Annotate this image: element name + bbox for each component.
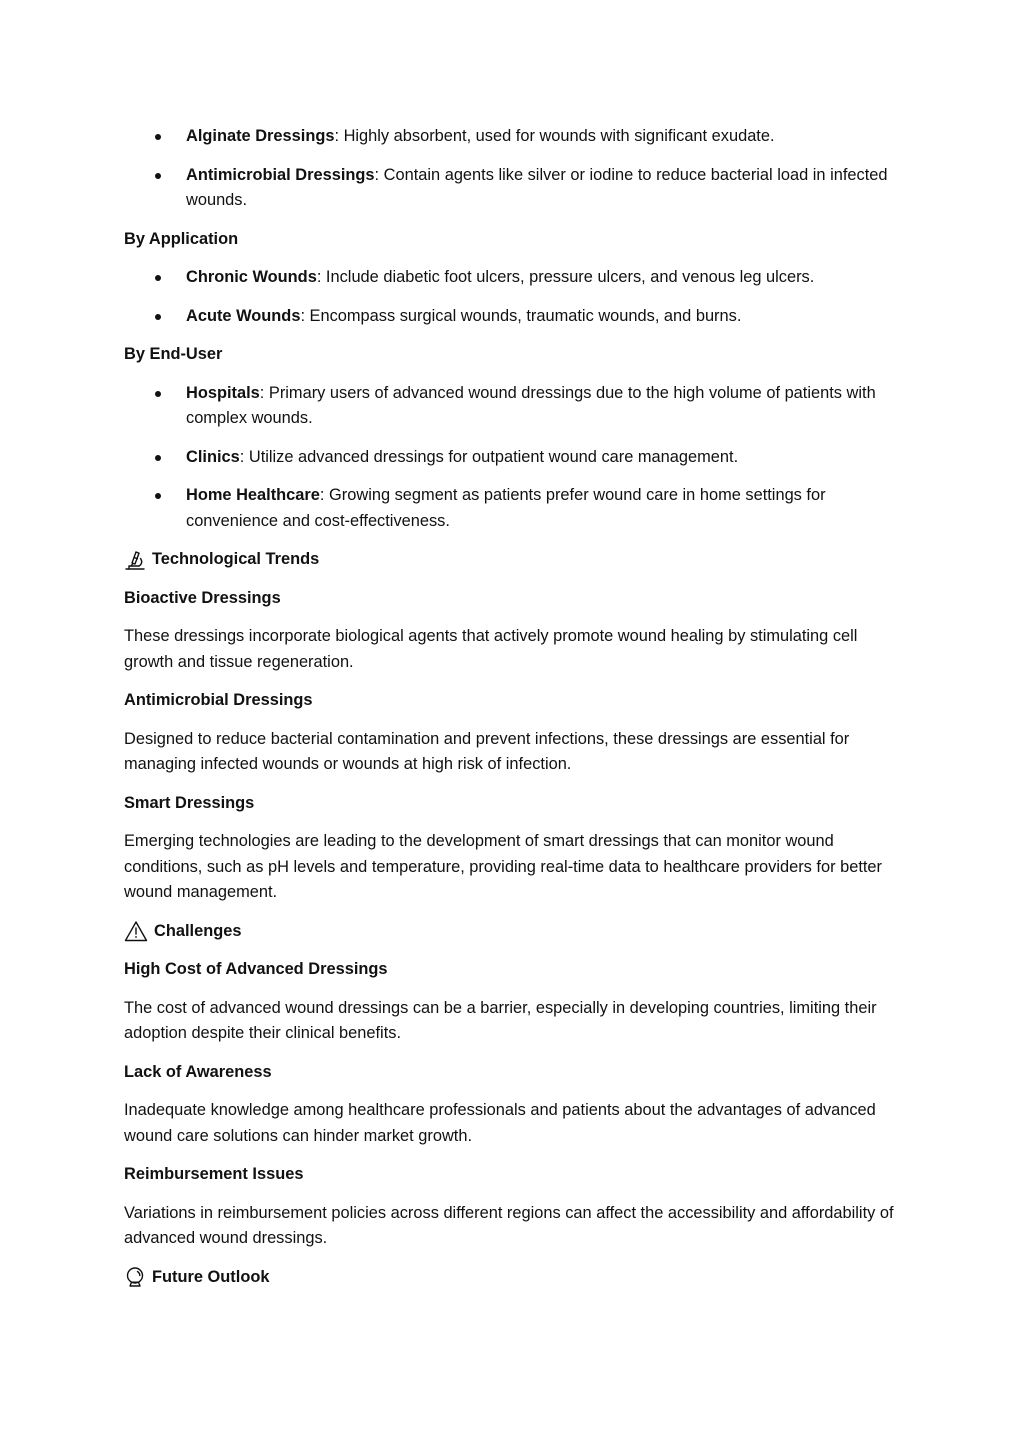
list-item-term: Alginate Dressings bbox=[186, 127, 335, 145]
tech-trends-heading bbox=[124, 547, 894, 573]
by-end-user-heading: By End-User bbox=[124, 345, 223, 363]
microscope-icon bbox=[124, 549, 146, 571]
list-item-term: Home Healthcare bbox=[186, 486, 320, 504]
list-item bbox=[124, 265, 894, 291]
list-item-term: Antimicrobial Dressings bbox=[186, 165, 375, 184]
bullet-icon bbox=[155, 493, 161, 499]
bullet-icon bbox=[155, 275, 161, 281]
list-item-desc: : Utilize advanced dressings for outpatient wound care management. bbox=[239, 447, 739, 466]
subsection-title: Lack of Awareness bbox=[124, 1062, 272, 1081]
subsection-text: The cost of advanced wound dressings can be a barrier, especially in developing countries, limiting their adoption despite their clinical benefits. bbox=[124, 998, 877, 1042]
list-item bbox=[124, 483, 894, 534]
bullet-icon bbox=[155, 134, 161, 140]
list-item bbox=[124, 445, 894, 471]
by-application-heading: By Application bbox=[124, 229, 239, 248]
subsection-text: Inadequate knowledge among healthcare professionals and patients about the advantages of advanced wound care solutions can hinder market growth. bbox=[124, 1101, 876, 1145]
list-item-desc: : Include diabetic foot ulcers, pressure ulcers, and venous leg ulcers. bbox=[316, 268, 815, 286]
section-title: Technological Trends bbox=[152, 550, 320, 568]
challenges-heading bbox=[124, 919, 894, 945]
list-item-desc: : Primary users of advanced wound dressings due to the high volume of patients with complex wounds. bbox=[186, 383, 876, 427]
subsection-text: Emerging technologies are leading to the development of smart dressings that can monitor wound conditions, such as pH levels and temperature, providing real-time data to healthcare providers for better wound management. bbox=[124, 832, 883, 901]
list-item bbox=[124, 124, 894, 150]
list-item bbox=[124, 381, 894, 432]
list-item-desc: : Contain agents like silver or iodine to reduce bacterial load in infected wounds. bbox=[186, 165, 888, 209]
subsection-text: Variations in reimbursement policies across different regions can affect the accessibility and affordability of advanced wound dressings. bbox=[124, 1203, 894, 1247]
crystal-ball-icon bbox=[124, 1266, 146, 1288]
future-outlook-heading bbox=[124, 1265, 894, 1291]
subsection-title: High Cost of Advanced Dressings bbox=[124, 960, 388, 978]
list-item-term: Acute Wounds bbox=[186, 306, 301, 325]
dressing-type-list bbox=[124, 124, 894, 214]
section-title: Future Outlook bbox=[152, 1267, 270, 1286]
list-item-desc: : Encompass surgical wounds, traumatic wounds, and burns. bbox=[300, 306, 742, 325]
subsection-text: Designed to reduce bacterial contamination and prevent infections, these dressings are essential for managing infected wounds or wounds at high risk of infection. bbox=[124, 729, 850, 773]
warning-icon bbox=[124, 920, 148, 942]
section-title: Challenges bbox=[154, 921, 242, 940]
subsection-title: Smart Dressings bbox=[124, 793, 255, 812]
bullet-icon bbox=[155, 173, 161, 179]
document-page bbox=[124, 124, 894, 1303]
list-item-desc: : Growing segment as patients prefer wound care in home settings for convenience and cost-effectiveness. bbox=[186, 486, 826, 530]
subsection-text: These dressings incorporate biological agents that actively promote wound healing by stimulating cell growth and tissue regeneration. bbox=[124, 627, 858, 671]
list-item bbox=[124, 163, 894, 214]
application-list bbox=[124, 265, 894, 329]
list-item-term: Clinics bbox=[186, 447, 240, 466]
subsection-title: Antimicrobial Dressings bbox=[124, 691, 313, 709]
list-item bbox=[124, 304, 894, 330]
subsection-title: Reimbursement Issues bbox=[124, 1165, 304, 1183]
bullet-icon bbox=[155, 455, 161, 461]
list-item-term: Chronic Wounds bbox=[186, 268, 317, 286]
end-user-list bbox=[124, 381, 894, 535]
bullet-icon bbox=[155, 391, 161, 397]
list-item-desc: : Highly absorbent, used for wounds with significant exudate. bbox=[334, 127, 775, 145]
bullet-icon bbox=[155, 314, 161, 320]
list-item-term: Hospitals bbox=[186, 383, 260, 402]
subsection-title: Bioactive Dressings bbox=[124, 588, 281, 607]
